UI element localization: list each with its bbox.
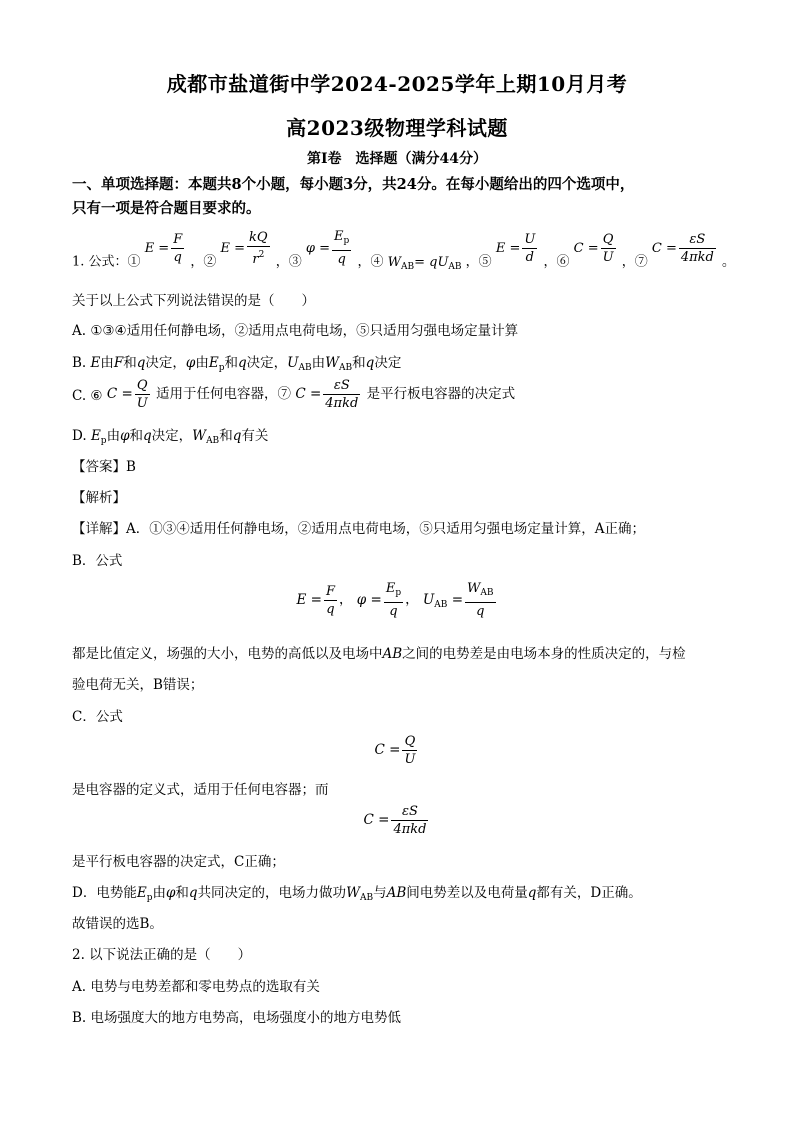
formula-5: E = $\frac{U}{d}$ [495, 231, 536, 265]
q1-stem: 关于以上公式下列说法错误的是（ ） [72, 293, 315, 309]
q2-stem: 2. 以下说法正确的是（ ） [72, 947, 252, 963]
formula-7: C = $\frac{\varepsilon S}{\text{4πkd}}$ [651, 231, 714, 265]
formula-2: E = $\frac{kQ}{r^2}$ [220, 229, 268, 267]
detail-b-formulas: E = $\frac{F}{q}$ ， φ = $\frac{E_p}{q}$ ， $U_{AB}$ = $\frac{W_{AB}}{q}$ [296, 581, 494, 619]
detail-c-lead: C．公式 [72, 709, 123, 725]
formula-1: E = $\frac{F}{q}$ [144, 231, 183, 265]
q2-option-a: A. 电势与电势差都和零电势点的选取有关 [72, 979, 320, 995]
q1-option-a: A. ①③④适用任何静电场，②适用点电荷电场，⑤只适用匀强电场定量计算 [72, 323, 519, 339]
q1-option-d: D. $E_p$由φ和q决定，$W_{AB}$和q有关 [72, 428, 269, 446]
q1-option-b: B. E由F和q决定，φ由$E_p$和q决定，$U_{AB}$由$W_{AB}$和q决定 [72, 355, 402, 373]
sep-7: ，⑦ [621, 254, 648, 270]
detail-c-formula1: C = $\frac{Q}{U}$ [374, 734, 416, 767]
detail-a: 【详解】A．①③④适用任何静电场，②适用点电荷电场，⑤只适用匀强电场定量计算，A正确； [72, 521, 645, 537]
section-heading: 第Ⅰ卷 选择题（满分44分） [306, 151, 488, 167]
detail-b-text1: 都是比值定义，场强的大小，电势的高低以及电场中AB之间的电势差是由电场本身的性质决定的，与检 [72, 646, 686, 662]
sep-3: ，③ [275, 254, 302, 270]
sep-6: ，⑥ [543, 254, 570, 270]
detail-d: D．电势能$E_p$由φ和q共同决定的，电场力做功$W_{AB}$与AB间电势差以及电荷量q都有关，D正确。 [72, 885, 642, 903]
answer-label: 【答案】B [72, 459, 136, 475]
q1-lead: 1. 公式：① [72, 254, 141, 270]
formula-6: C = $\frac{Q}{U}$ [573, 231, 614, 265]
formula-3: φ = $\frac{E_p}{q}$ [305, 229, 350, 267]
sep-end: 。 [722, 254, 736, 270]
q2-option-b: B. 电场强度大的地方电势高，电场强度小的地方电势低 [72, 1010, 402, 1026]
detail-c-text1: 是电容器的定义式，适用于任何电容器；而 [72, 782, 329, 798]
detail-c-formula2: C = $\frac{\varepsilon S}{\text{4πkd}}$ [363, 804, 427, 837]
exam-title: 成都市盐道街中学2024-2025学年上期10月月考 [166, 72, 628, 96]
analysis-label: 【解析】 [72, 490, 126, 506]
detail-c-text2: 是平行板电容器的决定式，C正确； [72, 854, 285, 870]
conclusion: 故错误的选B。 [72, 916, 163, 932]
part1-intro-line2: 只有一项是符合题目要求的。 [72, 200, 261, 217]
formula-4: $W_{AB}= qU_{AB}$ [387, 254, 462, 272]
sep-2: ，② [190, 254, 217, 270]
detail-b-text2: 验电荷无关，B错误； [72, 677, 204, 693]
sep-5: ，⑤ [465, 254, 492, 270]
q1-formulas-line [72, 228, 735, 272]
exam-subtitle: 高2023级物理学科试题 [286, 116, 508, 140]
part1-intro-line1: 一、单项选择题：本题共8个小题，每小题3分，共24分。在每小题给出的四个选项中， [72, 176, 635, 193]
detail-b-lead: B．公式 [72, 553, 123, 569]
q1-option-c: C. ⑥ C = $\frac{Q}{U}$ 适用于任何电容器，⑦ C = $\frac{\varepsilon S}{\text{4πkd}}$ 是平行板电容器的决定式 [72, 378, 516, 411]
sep-4: ，④ [357, 254, 384, 270]
